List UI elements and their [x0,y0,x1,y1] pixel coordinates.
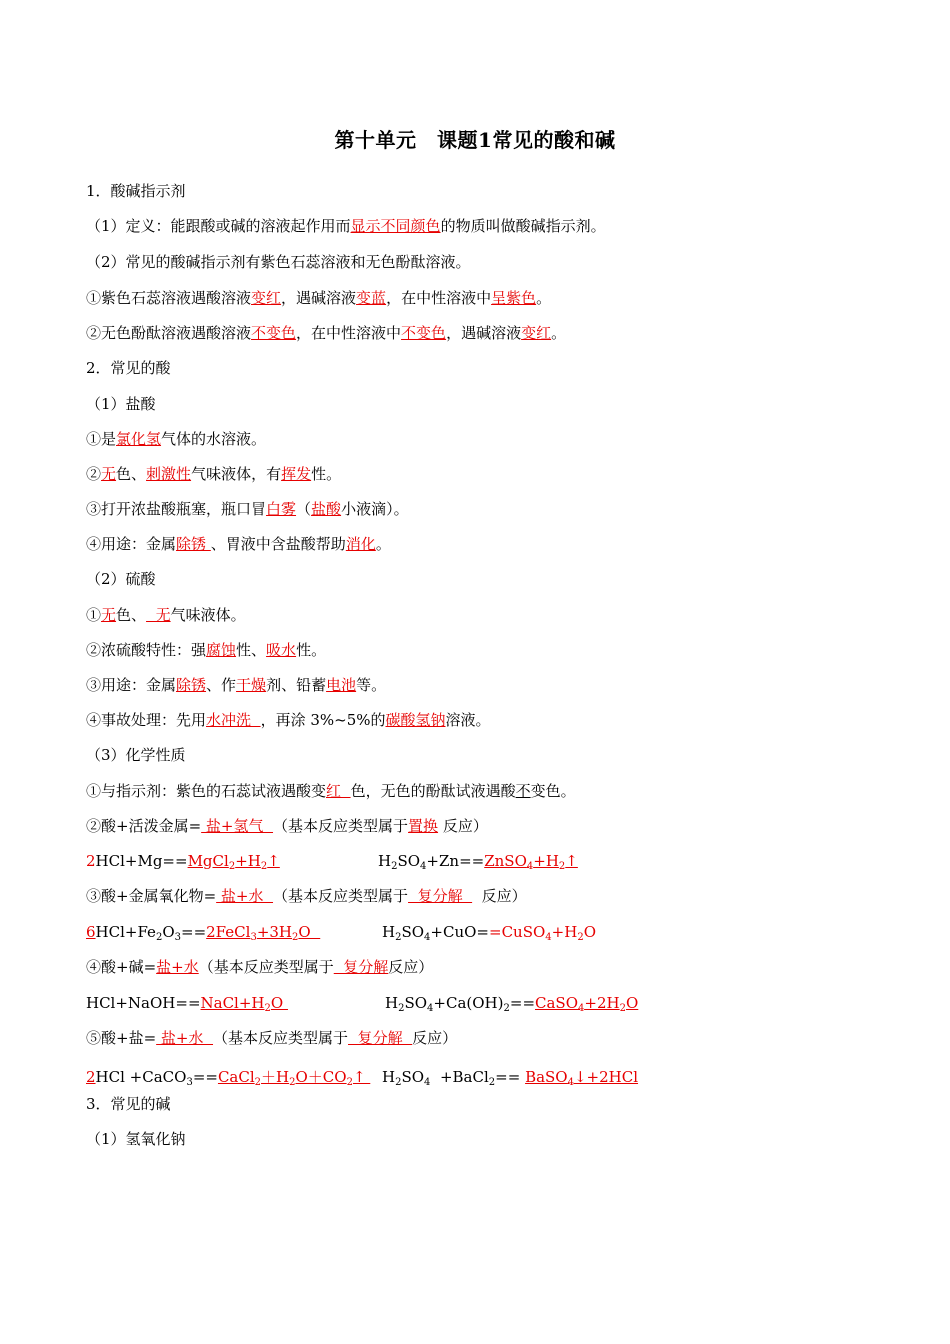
common-indicators: （2）常见的酸碱指示剂有紫色石蕊溶液和无色酚酞溶液。 [86,253,471,271]
chem-prop-1: ①与指示剂：紫色的石蕊试液遇酸变红 色，无色的酚酞试液遇酸不变色。 [86,782,576,800]
section-2-heading: 2．常见的酸 [86,359,171,377]
chem-prop-3: ③酸+金属氧化物= 盐+水 （基本反应类型属于 复分解 反应） [86,887,527,905]
h2so4-item-4: ④事故处理：先用水冲洗 ，再涂 3%~5%的碳酸氢钠溶液。 [86,711,491,729]
h2so4-heading: （2）硫酸 [86,570,156,588]
equation-h2so4-bacl2: $H_2SO_4$ +BaCl$_2$== BaSO$_4$↓+2HCl [382,1068,639,1088]
h2so4-item-2: ②浓硫酸特性：强腐蚀性、吸水性。 [86,641,327,659]
indicator-definition: （1）定义：能跟酸或碱的溶液起作用而显示不同颜色的物质叫做酸碱指示剂。 [86,217,606,235]
section-3-heading: 3．常见的碱 [86,1095,171,1113]
hcl-item-1: ①是氯化氢气体的水溶液。 [86,430,267,448]
equation-hcl-fe2o3: $6HCl+Fe_2O_3==2FeCl_3+3H_2O$ [86,923,321,943]
equation-hcl-caco3: $2HCl +CaCO_3==CaCl_2+H_2O+CO_2↑$ [86,1068,371,1088]
hcl-item-2: ②无色、刺激性气味液体，有挥发性。 [86,465,342,483]
equation-h2so4-caoh2: $H_2SO_4+Ca(OH)_2==CaSO_4+2H_2O$ [385,994,639,1014]
naoh-heading: （1）氢氧化钠 [86,1130,186,1148]
litmus-line: ①紫色石蕊溶液遇酸溶液变红，遇碱溶液变蓝，在中性溶液中呈紫色。 [86,289,552,307]
h2so4-item-1: ①无色、 无气味液体。 [86,606,246,624]
hcl-item-4: ④用途：金属除锈 、胃液中含盐酸帮助消化。 [86,535,391,553]
equation-hcl-naoh: $HCl+NaOH==NaCl+H_2O$ [86,994,288,1014]
chem-prop-2: ②酸+活泼金属= 盐+氢气 （基本反应类型属于置换 反应） [86,817,488,835]
chem-prop-5: ⑤酸+盐= 盐+水 （基本反应类型属于 复分解 反应） [86,1029,458,1047]
page-title: 第十单元 课题1常见的酸和碱 [334,128,616,152]
equation-hcl-mg: $2HCl+Mg==MgCl_2+H_2↑$ [86,852,280,872]
equation-h2so4-zn: $H_2SO_4+Zn==ZnSO_4+H_2↑$ [378,852,578,872]
hcl-heading: （1）盐酸 [86,395,156,413]
section-1-heading: 1．酸碱指示剂 [86,182,186,200]
chem-props-heading: （3）化学性质 [86,746,186,764]
phenolphthalein-line: ②无色酚酞溶液遇酸溶液不变色，在中性溶液中不变色，遇碱溶液变红。 [86,324,567,342]
chem-prop-4: ④酸+碱=盐+水（基本反应类型属于 复分解反应） [86,958,434,976]
equation-h2so4-cuo: $H_2SO_4+CuO==CuSO_4+H_2O$ [382,923,596,943]
hcl-item-3: ③打开浓盐酸瓶塞，瓶口冒白雾（盐酸小液滴）。 [86,500,409,518]
h2so4-item-3: ③用途：金属除锈、作干燥剂、铅蓄电池等。 [86,676,387,694]
